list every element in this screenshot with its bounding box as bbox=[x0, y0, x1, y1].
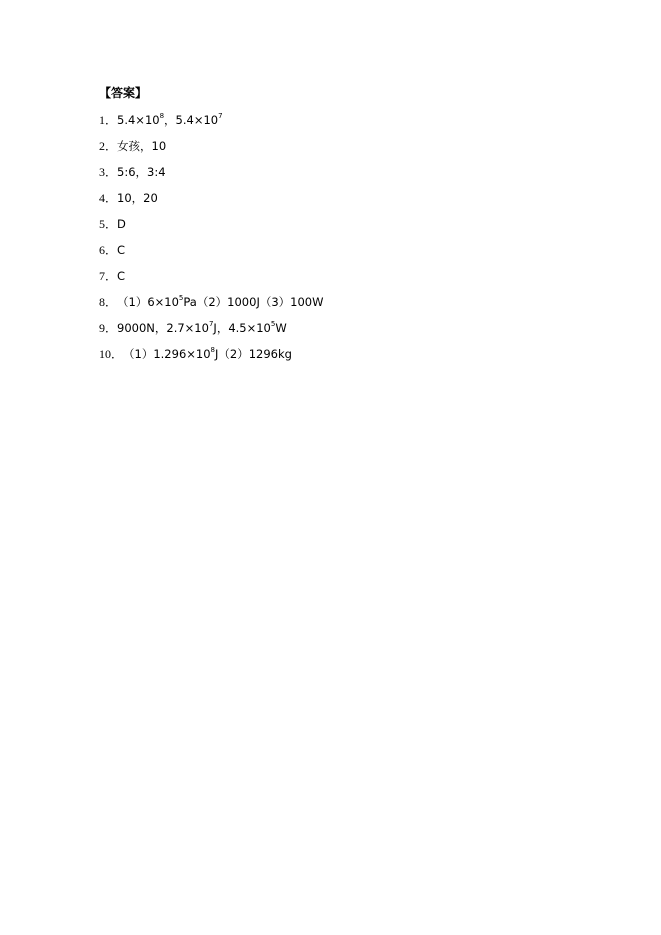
answer-item bbox=[99, 346, 323, 372]
answer-item bbox=[99, 242, 323, 268]
exponent: 8 bbox=[159, 112, 165, 121]
answer-number: 5． bbox=[99, 217, 118, 231]
exponent: 8 bbox=[210, 346, 215, 355]
exponent: 5 bbox=[178, 294, 184, 303]
answer-text bbox=[123, 346, 292, 362]
answer-fragment: 10，20 bbox=[117, 191, 158, 205]
answer-item bbox=[99, 320, 323, 346]
answer-fragment: 9000N，2.7×10 bbox=[117, 321, 209, 335]
answer-fragment: Pa（2）1000J（3）100W bbox=[183, 295, 324, 309]
answer-number: 6． bbox=[99, 243, 118, 257]
answer-fragment: J，4.5×10 bbox=[213, 321, 271, 335]
answer-fragment: 5.4×10 bbox=[117, 113, 160, 127]
answer-item bbox=[99, 190, 323, 216]
answer-text bbox=[117, 216, 126, 232]
answer-fragment: （1）6×10 bbox=[117, 295, 179, 309]
answer-item bbox=[99, 138, 323, 164]
answer-number: 1． bbox=[99, 113, 118, 127]
answer-text bbox=[117, 294, 323, 310]
answer-number: 10． bbox=[99, 347, 124, 361]
answer-text bbox=[117, 320, 287, 336]
answer-number: 9． bbox=[99, 321, 118, 335]
answer-fragment: W bbox=[275, 321, 287, 335]
exponent: 7 bbox=[218, 112, 223, 121]
answer-fragment: 5:6，3:4 bbox=[117, 165, 166, 179]
answer-text bbox=[117, 190, 158, 206]
answer-fragment: C bbox=[117, 243, 126, 257]
answer-item bbox=[99, 164, 323, 190]
answer-fragment: 女孩，10 bbox=[117, 139, 167, 153]
answer-text bbox=[117, 268, 125, 284]
answer-text bbox=[117, 164, 166, 180]
answer-item bbox=[99, 268, 323, 294]
answer-item bbox=[99, 294, 323, 320]
answer-fragment: ，5.4×10 bbox=[164, 113, 219, 127]
answer-text bbox=[117, 242, 125, 258]
answer-text bbox=[117, 112, 223, 128]
answer-heading: 【答案】 bbox=[99, 86, 148, 100]
answer-fragment: C bbox=[117, 269, 126, 283]
answer-fragment: （1）1.296×10 bbox=[123, 347, 211, 361]
answer-list bbox=[99, 112, 323, 372]
answer-fragment: D bbox=[117, 217, 126, 231]
exponent: 7 bbox=[208, 320, 214, 329]
exponent: 5 bbox=[270, 320, 276, 329]
answer-text bbox=[117, 138, 166, 154]
answer-number: 4． bbox=[99, 191, 118, 205]
answer-number: 2． bbox=[99, 139, 118, 153]
answer-item bbox=[99, 216, 323, 242]
answer-number: 8． bbox=[99, 295, 118, 309]
answer-item bbox=[99, 112, 323, 138]
answer-fragment: J（2）1296kg bbox=[215, 347, 292, 361]
answer-number: 3． bbox=[99, 165, 118, 179]
answer-number: 7． bbox=[99, 269, 118, 283]
